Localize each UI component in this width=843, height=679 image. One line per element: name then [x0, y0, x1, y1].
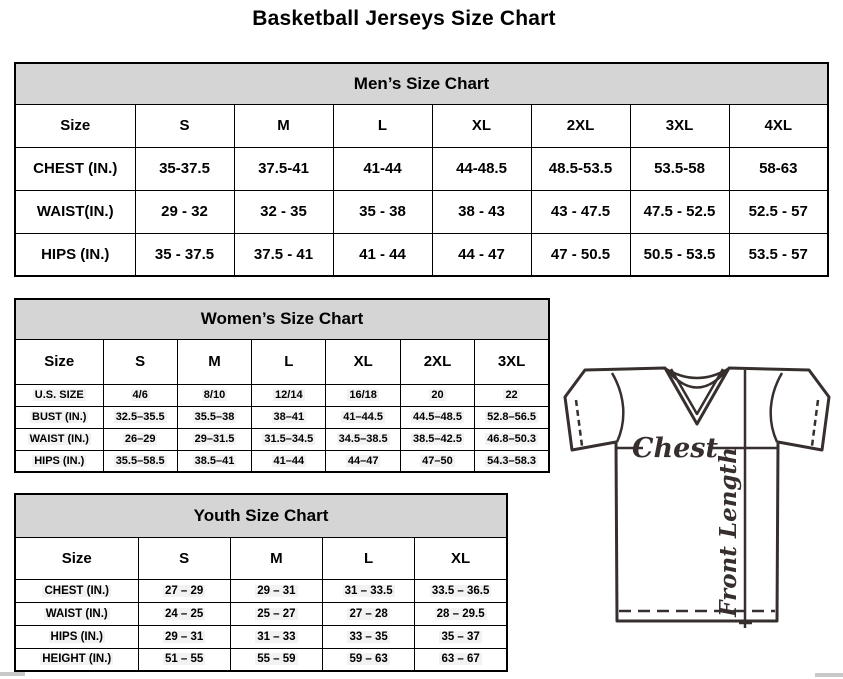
size-value-cell: 38–41	[252, 406, 326, 428]
womens-size-table	[14, 298, 550, 473]
size-value-cell: 29 – 31	[138, 625, 230, 648]
size-value-cell: 41–44.5	[326, 406, 400, 428]
row-label: WAIST (IN.)	[15, 428, 103, 450]
row-label: U.S. SIZE	[15, 384, 103, 406]
size-value-cell: 41-44	[333, 147, 432, 190]
size-value-cell: 38.5–41	[177, 450, 251, 472]
table-row	[15, 428, 549, 450]
size-value-cell: 52.5 - 57	[729, 190, 828, 233]
column-header: L	[333, 104, 432, 147]
size-value-cell: 37.5-41	[234, 147, 333, 190]
size-value-cell: 41–44	[252, 450, 326, 472]
column-header: S	[135, 104, 234, 147]
header-row	[15, 537, 507, 579]
size-value-cell: 33.5 – 36.5	[415, 579, 507, 602]
size-value-cell: 32.5–35.5	[103, 406, 177, 428]
jersey-measurement-diagram	[555, 340, 843, 640]
size-value-cell: 25 – 27	[230, 602, 322, 625]
size-value-cell: 4/6	[103, 384, 177, 406]
size-value-cell: 24 – 25	[138, 602, 230, 625]
size-value-cell: 8/10	[177, 384, 251, 406]
column-header: XL	[432, 104, 531, 147]
table-row	[15, 579, 507, 602]
size-value-cell: 20	[400, 384, 474, 406]
size-value-cell: 63 – 67	[415, 648, 507, 671]
size-value-cell: 29 - 32	[135, 190, 234, 233]
size-value-cell: 31.5–34.5	[252, 428, 326, 450]
table-title-row	[15, 299, 549, 339]
column-header: 4XL	[729, 104, 828, 147]
column-header: S	[138, 537, 230, 579]
column-header: M	[230, 537, 322, 579]
column-header: Size	[15, 104, 135, 147]
size-value-cell: 59 – 63	[323, 648, 415, 671]
size-value-cell: 29 – 31	[230, 579, 322, 602]
size-value-cell: 53.5-58	[630, 147, 729, 190]
column-header: 2XL	[531, 104, 630, 147]
size-value-cell: 47–50	[400, 450, 474, 472]
column-header: 2XL	[400, 339, 474, 384]
header-row	[15, 339, 549, 384]
size-value-cell: 47 - 50.5	[531, 233, 630, 276]
page-title: Basketball Jerseys Size Chart	[252, 7, 556, 30]
size-value-cell: 16/18	[326, 384, 400, 406]
size-value-cell: 58-63	[729, 147, 828, 190]
table-row	[15, 450, 549, 472]
size-value-cell: 51 – 55	[138, 648, 230, 671]
row-label: HIPS (IN.)	[15, 233, 135, 276]
column-header: M	[234, 104, 333, 147]
table-row	[15, 625, 507, 648]
size-value-cell: 35 - 38	[333, 190, 432, 233]
size-value-cell: 35-37.5	[135, 147, 234, 190]
row-label: HIPS (IN.)	[15, 450, 103, 472]
column-header: L	[252, 339, 326, 384]
size-value-cell: 32 - 35	[234, 190, 333, 233]
size-value-cell: 33 – 35	[323, 625, 415, 648]
bottom-right-gray-bar	[815, 673, 843, 677]
size-value-cell: 43 - 47.5	[531, 190, 630, 233]
size-value-cell: 34.5–38.5	[326, 428, 400, 450]
table-title-row	[15, 63, 828, 104]
column-header: Size	[15, 537, 138, 579]
size-value-cell: 31 – 33.5	[323, 579, 415, 602]
size-value-cell: 54.3–58.3	[475, 450, 549, 472]
bottom-left-gray-bar	[0, 672, 25, 676]
size-value-cell: 38 - 43	[432, 190, 531, 233]
youth-table-title: Youth Size Chart	[15, 494, 507, 537]
column-header: XL	[326, 339, 400, 384]
size-value-cell: 35.5–38	[177, 406, 251, 428]
row-label: CHEST (IN.)	[15, 579, 138, 602]
mens-table-title: Men’s Size Chart	[15, 63, 828, 104]
row-label: HIPS (IN.)	[15, 625, 138, 648]
column-header: 3XL	[630, 104, 729, 147]
mens-size-table	[14, 62, 829, 277]
jersey-outline	[565, 368, 829, 621]
size-value-cell: 27 – 28	[323, 602, 415, 625]
table-row	[15, 648, 507, 671]
size-value-cell: 44.5–48.5	[400, 406, 474, 428]
column-header: Size	[15, 339, 103, 384]
table-row	[15, 384, 549, 406]
table-title-row	[15, 494, 507, 537]
size-value-cell: 44 - 47	[432, 233, 531, 276]
row-label: WAIST (IN.)	[15, 602, 138, 625]
size-value-cell: 35 - 37.5	[135, 233, 234, 276]
size-value-cell: 44–47	[326, 450, 400, 472]
size-value-cell: 28 – 29.5	[415, 602, 507, 625]
youth-size-table	[14, 493, 508, 672]
size-value-cell: 37.5 - 41	[234, 233, 333, 276]
table-row	[15, 233, 828, 276]
table-row	[15, 190, 828, 233]
womens-table-title: Women’s Size Chart	[15, 299, 549, 339]
row-label: CHEST (IN.)	[15, 147, 135, 190]
size-value-cell: 35.5–58.5	[103, 450, 177, 472]
size-value-cell: 55 – 59	[230, 648, 322, 671]
size-value-cell: 29–31.5	[177, 428, 251, 450]
size-value-cell: 26–29	[103, 428, 177, 450]
size-value-cell: 27 – 29	[138, 579, 230, 602]
table-row	[15, 602, 507, 625]
front-length-label: Front Length	[715, 447, 742, 617]
size-value-cell: 12/14	[252, 384, 326, 406]
size-value-cell: 31 – 33	[230, 625, 322, 648]
row-label: HEIGHT (IN.)	[15, 648, 138, 671]
table-row	[15, 147, 828, 190]
size-value-cell: 53.5 - 57	[729, 233, 828, 276]
size-value-cell: 47.5 - 52.5	[630, 190, 729, 233]
row-label: WAIST(IN.)	[15, 190, 135, 233]
size-value-cell: 35 – 37	[415, 625, 507, 648]
header-row	[15, 104, 828, 147]
column-header: L	[323, 537, 415, 579]
size-value-cell: 50.5 - 53.5	[630, 233, 729, 276]
column-header: M	[177, 339, 251, 384]
size-value-cell: 46.8–50.3	[475, 428, 549, 450]
column-header: 3XL	[475, 339, 549, 384]
chest-label: Chest	[632, 433, 718, 464]
row-label: BUST (IN.)	[15, 406, 103, 428]
size-value-cell: 22	[475, 384, 549, 406]
column-header: S	[103, 339, 177, 384]
size-value-cell: 38.5–42.5	[400, 428, 474, 450]
size-value-cell: 52.8–56.5	[475, 406, 549, 428]
size-value-cell: 41 - 44	[333, 233, 432, 276]
size-value-cell: 44-48.5	[432, 147, 531, 190]
column-header: XL	[415, 537, 507, 579]
size-value-cell: 48.5-53.5	[531, 147, 630, 190]
table-row	[15, 406, 549, 428]
